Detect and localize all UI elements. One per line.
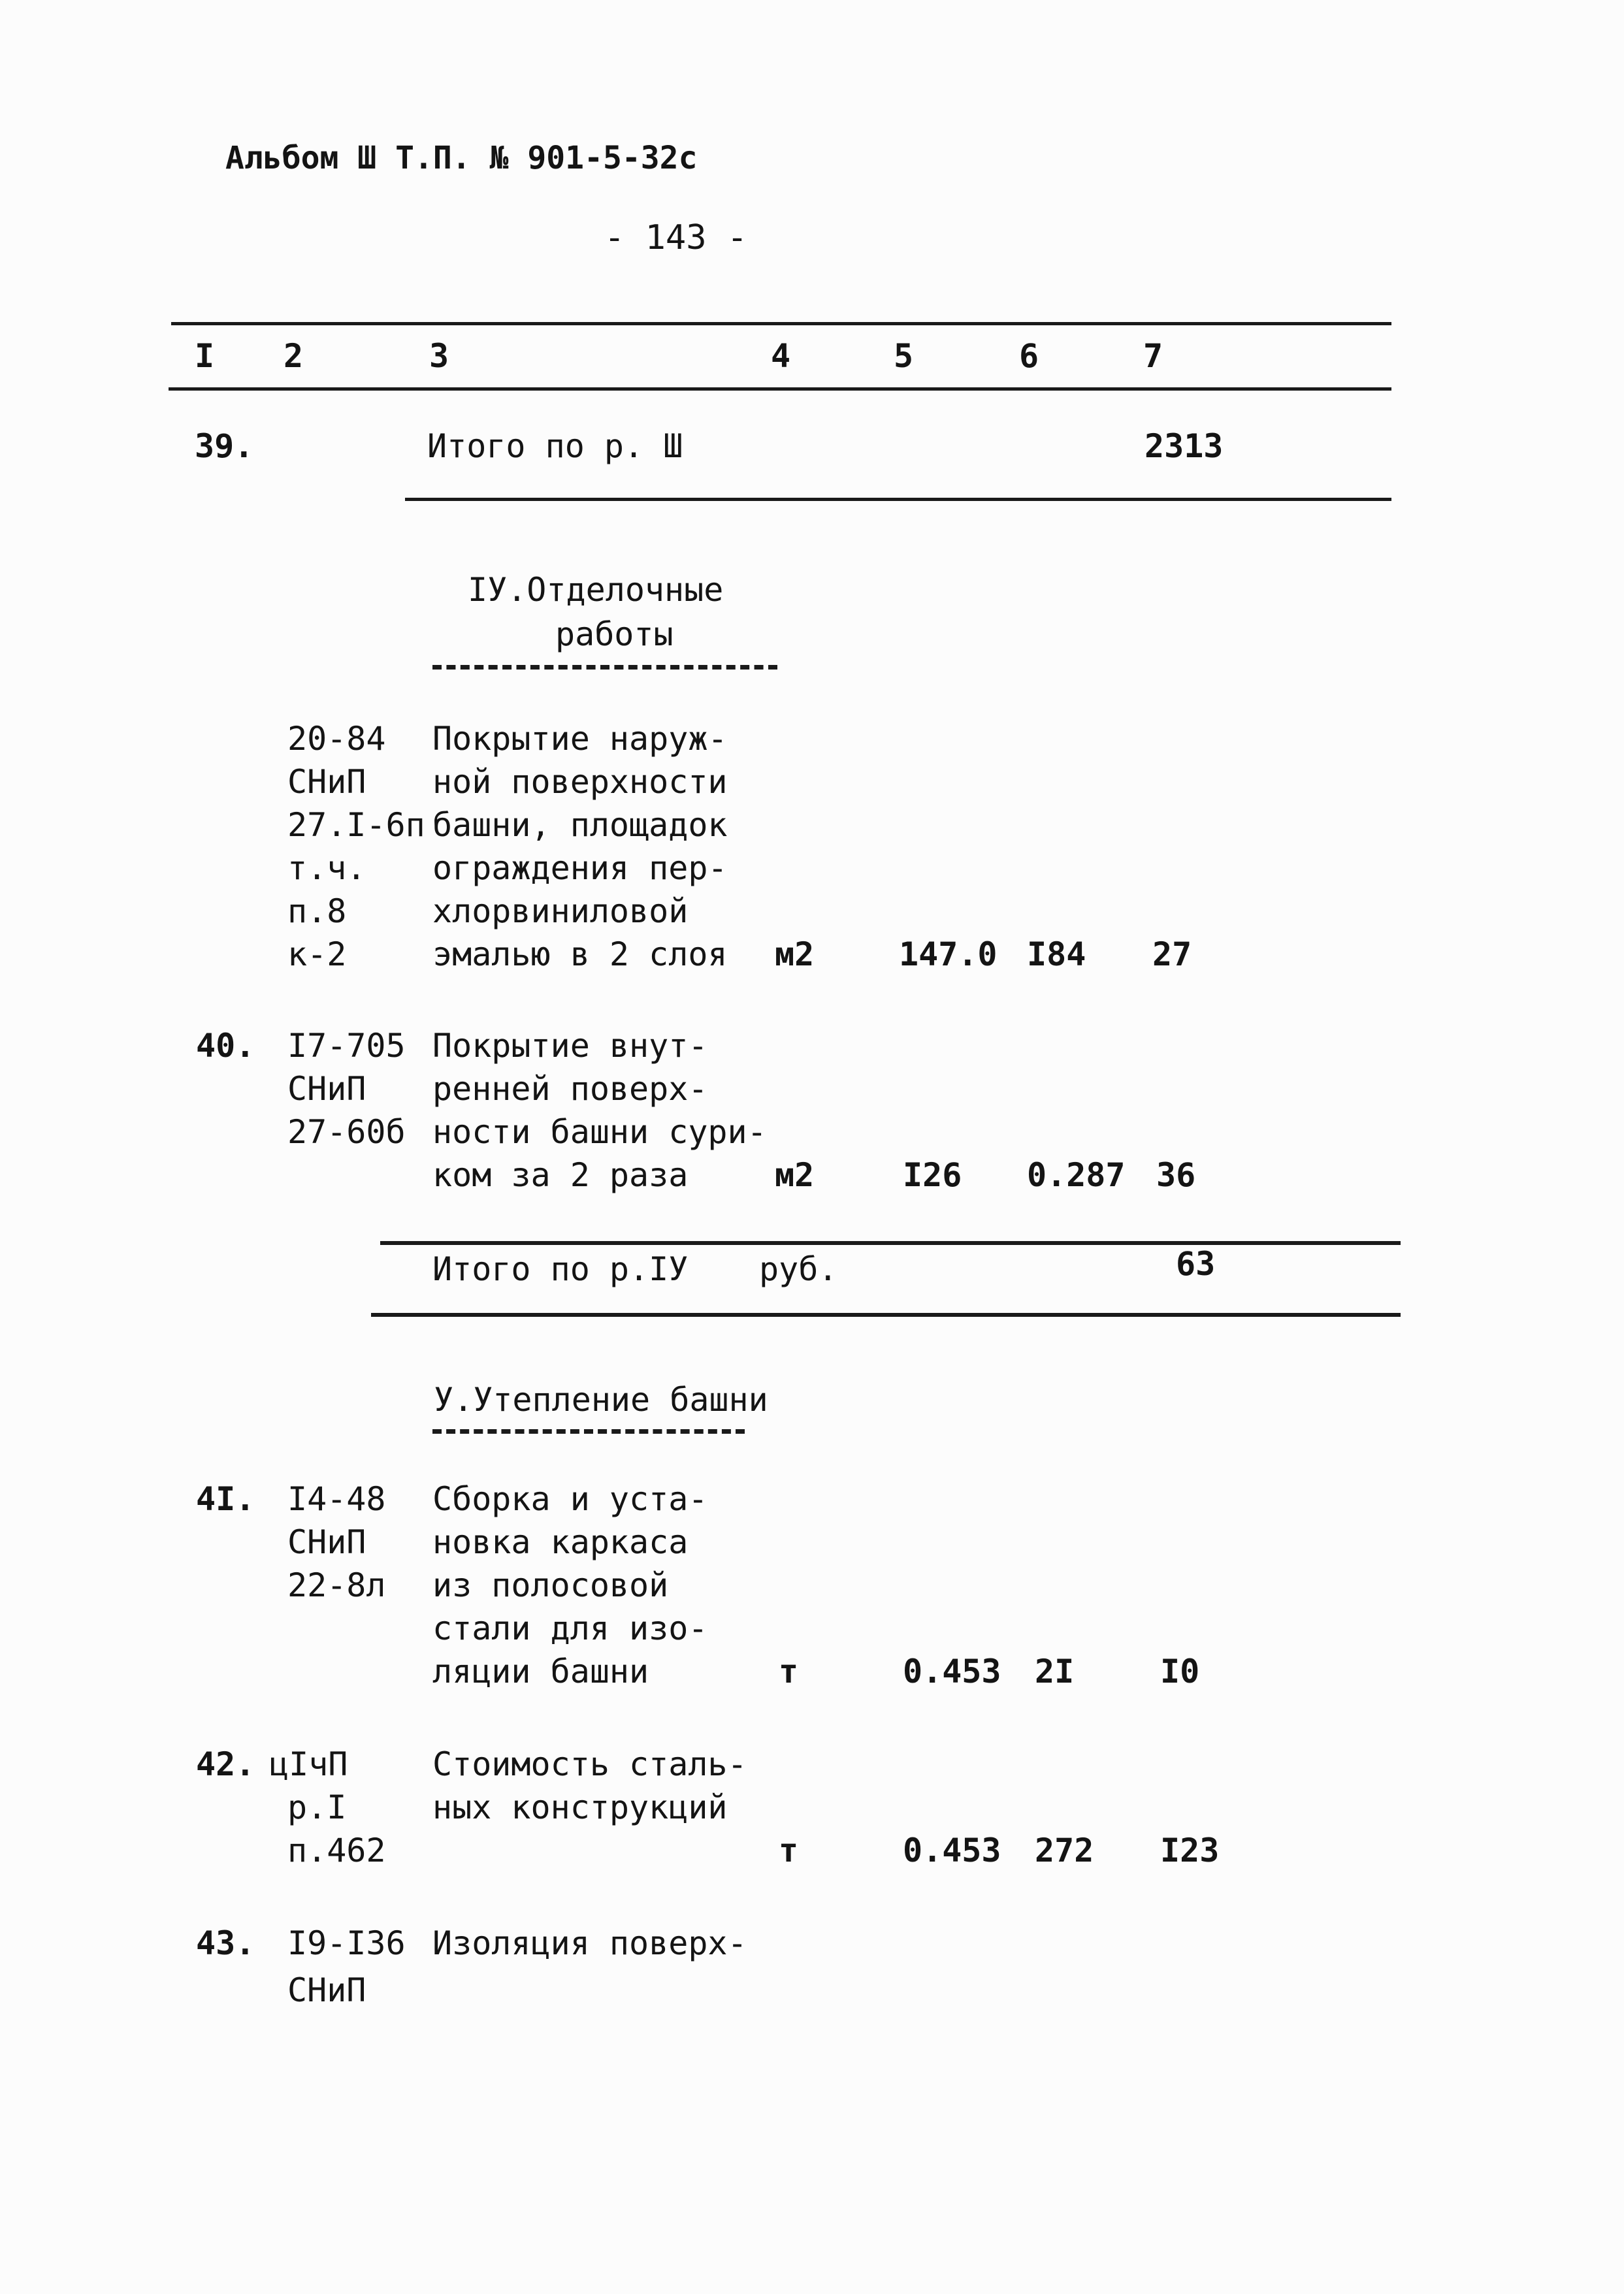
column-header-6: 6 bbox=[1019, 337, 1039, 375]
table-top-rule bbox=[171, 322, 1391, 325]
item-code-line: т.ч. bbox=[287, 849, 366, 887]
item-description-line: Покрытие внут- bbox=[432, 1027, 708, 1065]
item-description-line: ренней поверх- bbox=[432, 1070, 708, 1108]
total-rule bbox=[405, 498, 1391, 501]
item-code-line: р.I bbox=[287, 1788, 347, 1826]
row-number: 40. bbox=[196, 1027, 255, 1065]
item-description-line: эмалью в 2 слоя bbox=[432, 935, 728, 973]
page-number: - 143 - bbox=[604, 218, 748, 257]
item-code-line: цIчП bbox=[269, 1745, 348, 1783]
item-description-line: ограждения пер- bbox=[432, 849, 728, 887]
row-number: 43. bbox=[196, 1924, 255, 1962]
item-quantity: 0.453 bbox=[903, 1653, 1001, 1690]
item-cost: I0 bbox=[1160, 1653, 1200, 1690]
item-code-line: I9-I36 bbox=[287, 1924, 406, 1962]
column-header-2: 2 bbox=[284, 337, 304, 375]
item-description-line: Покрытие наруж- bbox=[432, 720, 728, 758]
item-quantity: 147.0 bbox=[899, 935, 998, 973]
section-underline bbox=[432, 665, 777, 670]
item-code-line: к-2 bbox=[287, 935, 347, 973]
item-unit: м2 bbox=[775, 935, 815, 973]
item-description-line: новка каркаса bbox=[432, 1523, 689, 1561]
column-header-3: 3 bbox=[429, 337, 449, 375]
item-description-line: Изоляция поверх- bbox=[432, 1924, 747, 1962]
total-top-rule bbox=[380, 1241, 1401, 1245]
total-value: 2313 bbox=[1145, 427, 1224, 465]
total-bottom-rule bbox=[371, 1313, 1401, 1317]
item-code-line: I7-705 bbox=[287, 1027, 406, 1065]
item-quantity: I26 bbox=[903, 1156, 962, 1194]
item-code-line: 22-8л bbox=[287, 1566, 386, 1604]
item-code-line: СНиП bbox=[287, 1971, 366, 2009]
item-unit: т bbox=[779, 1832, 799, 1869]
item-description-line: Сборка и уста- bbox=[432, 1480, 708, 1518]
item-description-line: ной поверхности bbox=[432, 763, 728, 801]
item-cost: 27 bbox=[1152, 935, 1192, 973]
total-unit: руб. bbox=[759, 1250, 838, 1288]
item-cost: I23 bbox=[1160, 1832, 1220, 1869]
item-description-line: башни, площадок bbox=[432, 806, 728, 844]
item-cost: 36 bbox=[1156, 1156, 1196, 1194]
item-code-line: 27-60б bbox=[287, 1113, 406, 1151]
item-code-line: 27.I-6п bbox=[287, 806, 425, 844]
section-heading: IУ.Отделочные bbox=[468, 571, 724, 609]
album-reference: Альбом Ш Т.П. № 901-5-32с bbox=[225, 140, 698, 176]
section-underline bbox=[432, 1429, 745, 1434]
row-number: 42. bbox=[196, 1745, 255, 1783]
item-description-line: ности башни сури- bbox=[432, 1113, 767, 1151]
item-code-line: СНиП bbox=[287, 1523, 366, 1561]
item-code-line: 20-84 bbox=[287, 720, 386, 758]
total-value: 63 bbox=[1176, 1245, 1216, 1283]
item-unit: м2 bbox=[775, 1156, 815, 1194]
item-description-line: ляции башни bbox=[432, 1653, 649, 1690]
row-number: 39. bbox=[195, 427, 254, 465]
section-heading: У.Утепление башни bbox=[434, 1381, 768, 1419]
item-unit-price: 272 bbox=[1035, 1832, 1094, 1869]
column-header-1: I bbox=[195, 337, 215, 375]
item-description-line: из полосовой bbox=[432, 1566, 669, 1604]
item-description-line: ных конструкций bbox=[432, 1788, 728, 1826]
item-description-line: стали для изо- bbox=[432, 1609, 708, 1647]
total-label: Итого по р. Ш bbox=[427, 427, 683, 465]
item-description-line: Стоимость сталь- bbox=[432, 1745, 747, 1783]
column-header-7: 7 bbox=[1143, 337, 1163, 375]
column-header-rule bbox=[169, 387, 1391, 391]
item-description-line: хлорвиниловой bbox=[432, 892, 689, 930]
column-header-5: 5 bbox=[894, 337, 914, 375]
item-unit-price: I84 bbox=[1027, 935, 1086, 973]
item-code-line: п.8 bbox=[287, 892, 347, 930]
item-unit-price: 2I bbox=[1035, 1653, 1075, 1690]
row-number: 4I. bbox=[196, 1480, 255, 1518]
item-code-line: I4-48 bbox=[287, 1480, 386, 1518]
item-description-line: ком за 2 раза bbox=[432, 1156, 689, 1194]
item-code-line: п.462 bbox=[287, 1832, 386, 1869]
item-unit: т bbox=[779, 1653, 799, 1690]
item-unit-price: 0.287 bbox=[1027, 1156, 1126, 1194]
item-quantity: 0.453 bbox=[903, 1832, 1001, 1869]
section-heading: работы bbox=[555, 615, 674, 653]
column-header-4: 4 bbox=[771, 337, 791, 375]
item-code-line: СНиП bbox=[287, 1070, 366, 1108]
item-code-line: СНиП bbox=[287, 763, 366, 801]
total-label: Итого по р.IУ bbox=[432, 1250, 689, 1288]
